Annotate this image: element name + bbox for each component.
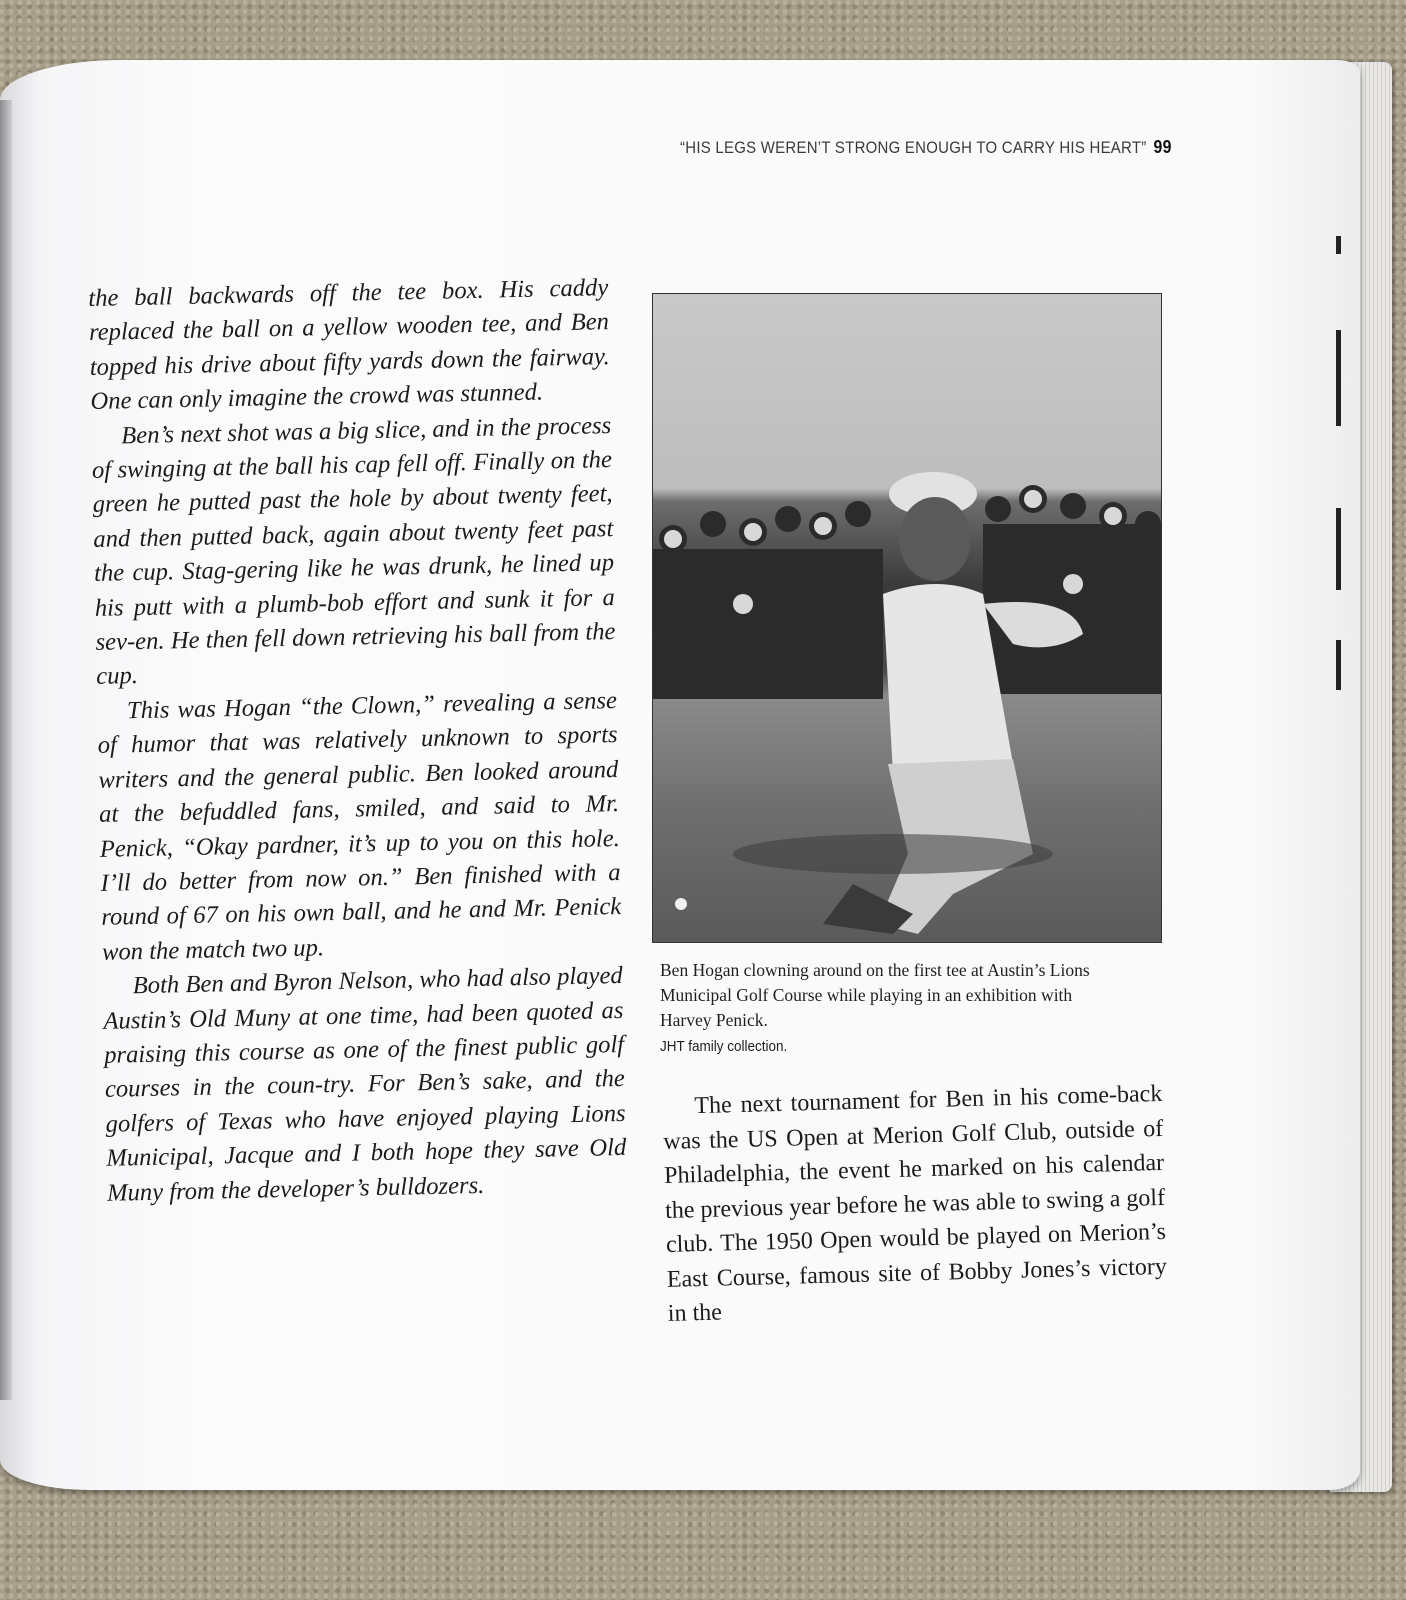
paragraph: Both Ben and Byron Nelson, who had also played Austin’s Old Muny at one time, had been quoted as praising this course as one of the finest public golf courses in the coun-try. For Ben’s sake, and the golfers of Texas who have enjoyed playing Lions Municipal, Jacque and I both hope they save Old Muny from the developer’s bulldozers. xyxy=(103,962,627,1207)
running-head-title: “HIS LEGS WEREN’T STRONG ENOUGH TO CARRY HIS HEART” xyxy=(680,138,1147,157)
page-edge-mark xyxy=(1336,330,1341,426)
caption-text: Ben Hogan clowning around on the first tee at Austin’s Lions Municipal Golf Course while playing in an exhibition with Harvey Penick. xyxy=(660,960,1090,1030)
page-edge-mark xyxy=(1336,508,1341,590)
right-text-column xyxy=(662,1077,1168,1332)
page-gutter xyxy=(0,100,12,1400)
photo-illustration xyxy=(653,294,1161,942)
page-edge-mark xyxy=(1336,236,1341,254)
paragraph: the ball backwards off the tee box. His caddy replaced the ball on a yellow wooden tee, and Ben topped his drive about fifty yards down the fairway. One can only imagine the crowd was stunned. xyxy=(88,274,610,416)
left-text-column xyxy=(88,271,627,1211)
paragraph: Ben’s next shot was a big slice, and in the process of swinging at the ball his cap fell off. Finally on the green he putted past the hole by about twenty feet, and then putted back, again about twenty feet past the cup. Stag-gering like he was drunk, he lined up his putt with a plumb-bob effort and sunk it for a sev-en. He then fell down retrieving his ball from the cup. xyxy=(91,411,616,691)
running-head xyxy=(680,137,1172,158)
page-number: 99 xyxy=(1153,137,1172,157)
photo-credit: JHT family collection. xyxy=(660,1038,788,1055)
golfer-photo xyxy=(652,293,1162,943)
paragraph: This was Hogan “the Clown,” revealing a sense of humor that was relatively unknown to sports writers and the general public. Ben looked around at the befuddled fans, smiled, and said to Mr. Penick, “Okay pardner, it’s up to you on this hole. I’ll do better from now on.” Ben finished with a round of 67 on his own ball, and he and Mr. Penick won the match two up. xyxy=(97,686,622,966)
paragraph: The next tournament for Ben in his come-back was the US Open at Merion Golf Club, outside of Philadelphia, the event he marked on his calendar the previous year before he was able to swing a golf club. The 1950 Open would be played on Merion’s East Course, famous site of Bobby Jones’s victory in the xyxy=(663,1080,1168,1327)
page-edge-mark xyxy=(1336,640,1341,690)
photo-caption xyxy=(660,958,1090,1059)
